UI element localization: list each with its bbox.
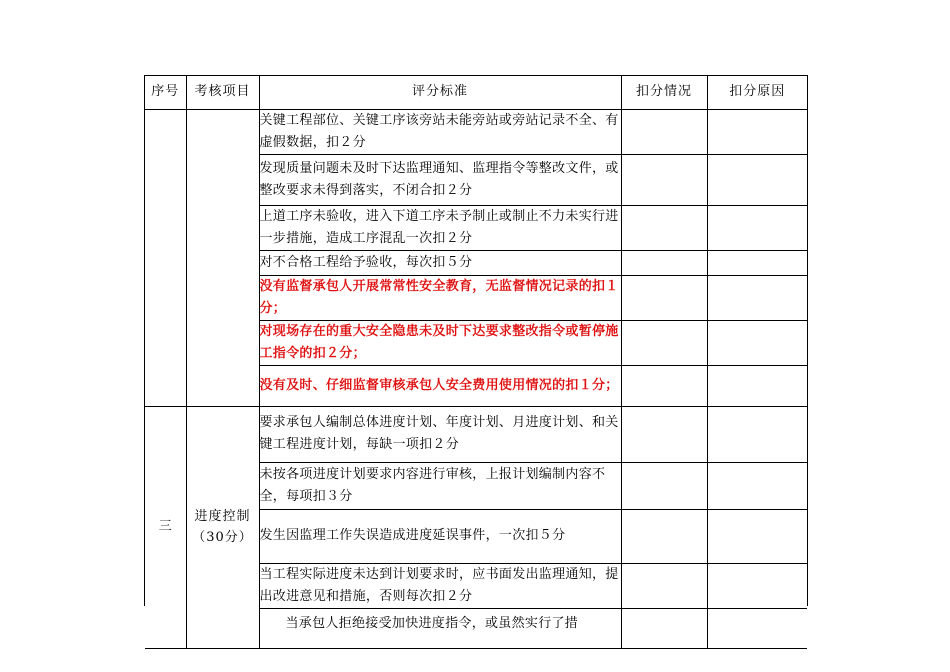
- deduction-cell[interactable]: [621, 275, 707, 320]
- table-header-row: [145, 76, 807, 109]
- reason-cell[interactable]: [707, 320, 807, 365]
- section-3-item-points: （30分）: [192, 530, 253, 545]
- section-3-item: [186, 406, 259, 648]
- criteria-cell: 发生因监理工作失误造成进度延误事件，一次扣５分: [259, 509, 621, 563]
- criteria-cell: 上道工序未验收，进入下道工序未予制止或制止不力未实行进一步措施，造成工序混乱一次扣２分: [259, 205, 621, 250]
- section-3-item-title: 进度控制: [194, 509, 251, 524]
- deduction-cell[interactable]: [621, 320, 707, 365]
- deduction-cell[interactable]: [621, 205, 707, 250]
- deduction-cell[interactable]: [621, 154, 707, 205]
- section-prev-index: [145, 109, 186, 406]
- reason-cell[interactable]: [707, 205, 807, 250]
- header-item: 考核项目: [186, 76, 259, 109]
- criteria-cell: 当工程实际进度未达到计划要求时，应书面发出监理通知，提出改进意见和措施，否则每次扣２分: [259, 563, 621, 608]
- table-row: [145, 109, 807, 154]
- reason-cell[interactable]: [707, 462, 807, 509]
- reason-cell[interactable]: [707, 509, 807, 563]
- deduction-cell[interactable]: [621, 462, 707, 509]
- criteria-cell: 关键工程部位、关键工序该旁站未能旁站或旁站记录不全、有虚假数据，扣２分: [259, 109, 621, 154]
- header-deduction: 扣分情况: [621, 76, 707, 109]
- table-row: [145, 406, 807, 462]
- criteria-cell-highlight: 没有及时、仔细监督审核承包人安全费用使用情况的扣１分；: [259, 365, 621, 406]
- criteria-cell: 要求承包人编制总体进度计划、年度计划、月进度计划、和关键工程进度计划，每缺一项扣２分: [259, 406, 621, 462]
- reason-cell[interactable]: [707, 275, 807, 320]
- evaluation-table-frame: [144, 75, 808, 631]
- criteria-cell: 发现质量问题未及时下达监理通知、监理指令等整改文件，或整改要求未得到落实，不闭合扣２分: [259, 154, 621, 205]
- header-criteria: 评分标准: [259, 76, 621, 109]
- criteria-cell: 对不合格工程给予验收，每次扣５分: [259, 250, 621, 275]
- reason-cell[interactable]: [707, 154, 807, 205]
- reason-cell[interactable]: [707, 608, 807, 648]
- deduction-cell[interactable]: [621, 365, 707, 406]
- reason-cell[interactable]: [707, 109, 807, 154]
- section-3-index: 三: [145, 406, 186, 648]
- section-prev-item: [186, 109, 259, 406]
- criteria-cell-highlight: 没有监督承包人开展常常性安全教育，无监督情况记录的扣１分；: [259, 275, 621, 320]
- deduction-cell[interactable]: [621, 406, 707, 462]
- deduction-cell[interactable]: [621, 250, 707, 275]
- deduction-cell[interactable]: [621, 608, 707, 648]
- criteria-cell: 未按各项进度计划要求内容进行审核，上报计划编制内容不全，每项扣３分: [259, 462, 621, 509]
- reason-cell[interactable]: [707, 406, 807, 462]
- deduction-cell[interactable]: [621, 509, 707, 563]
- evaluation-table: [145, 76, 807, 649]
- header-index: 序号: [145, 76, 186, 109]
- header-reason: 扣分原因: [707, 76, 807, 109]
- criteria-cell-highlight: 对现场存在的重大安全隐患未及时下达要求整改指令或暂停施工指令的扣２分；: [259, 320, 621, 365]
- reason-cell[interactable]: [707, 365, 807, 406]
- criteria-cell: 当承包人拒绝接受加快进度指令，或虽然实行了措: [259, 608, 621, 648]
- deduction-cell[interactable]: [621, 109, 707, 154]
- reason-cell[interactable]: [707, 250, 807, 275]
- deduction-cell[interactable]: [621, 563, 707, 608]
- reason-cell[interactable]: [707, 563, 807, 608]
